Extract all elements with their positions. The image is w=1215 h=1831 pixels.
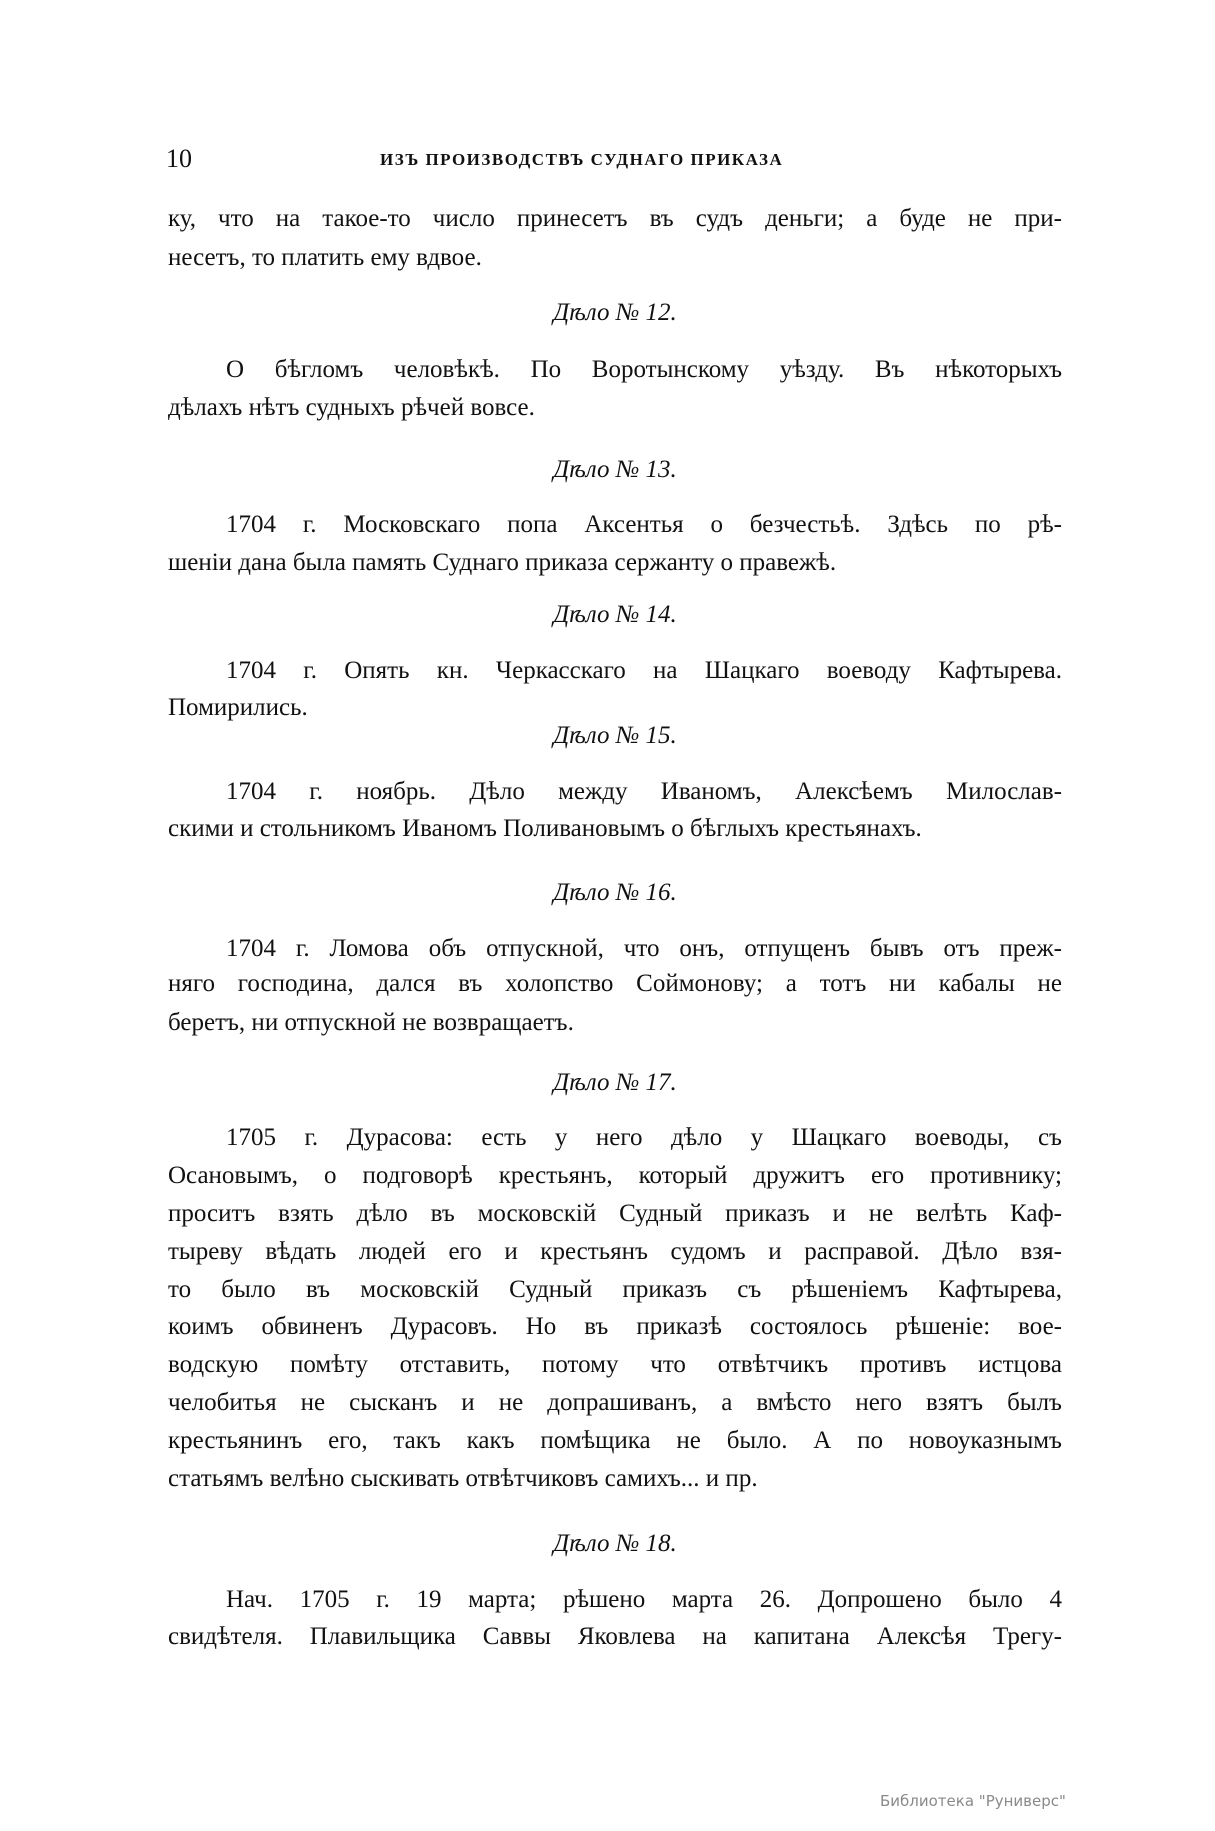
- case-heading: Дѣло № 12.: [553, 299, 677, 326]
- library-watermark: Библиотека "Руниверс": [880, 1792, 1066, 1810]
- case-heading: Дѣло № 17.: [553, 1069, 677, 1096]
- running-title: ИЗЪ ПРОИЗВОДСТВЪ СУДНАГО ПРИКАЗА: [380, 150, 784, 169]
- text-line: шеніи дана была память Суднаго приказа сержанту о правежѣ.: [168, 549, 837, 576]
- text-line: Осановымъ, о подговорѣ крестьянъ, который дружитъ его противнику;: [168, 1162, 1062, 1189]
- text-line: водскую помѣту отставить, потому что отвѣтчикъ противъ истцова: [168, 1351, 1062, 1378]
- text-line: свидѣтеля. Плавильщика Саввы Яковлева на капитана Алексѣя Трегу-: [168, 1623, 1062, 1650]
- case-heading: Дѣло № 14.: [553, 601, 677, 628]
- text-line: несетъ, то платить ему вдвое.: [168, 244, 482, 271]
- case-heading: Дѣло № 16.: [553, 879, 677, 906]
- text-line: Нач. 1705 г. 19 марта; рѣшено марта 26. Допрошено было 4: [226, 1586, 1062, 1613]
- text-line: няго господина, дался въ холопство Соймонову; а тотъ ни кабалы не: [168, 970, 1062, 997]
- text-line: тыреву вѣдать людей его и крестьянъ судомъ и расправой. Дѣло взя-: [168, 1238, 1062, 1265]
- text-line: скими и стольникомъ Иваномъ Поливановымъ о бѣглыхъ крестьянахъ.: [168, 815, 922, 842]
- text-line: то было въ московскій Судный приказъ съ рѣшеніемъ Кафтырева,: [168, 1276, 1062, 1303]
- text-line: Помирились.: [168, 694, 308, 721]
- text-line: беретъ, ни отпускной не возвращаетъ.: [168, 1009, 574, 1036]
- text-line: проситъ взять дѣло въ московскій Судный приказъ и не велѣть Каф-: [168, 1200, 1062, 1227]
- text-line: статьямъ велѣно сыскивать отвѣтчиковъ самихъ... и пр.: [168, 1465, 758, 1492]
- case-heading: Дѣло № 15.: [553, 722, 677, 749]
- text-line: 1705 г. Дурасова: есть у него дѣло у Шацкаго воеводы, съ: [226, 1124, 1062, 1151]
- text-line: 1704 г. Московскаго попа Аксентья о безчестьѣ. Здѣсь по рѣ-: [226, 511, 1062, 538]
- text-line: коимъ обвиненъ Дурасовъ. Но въ приказѣ состоялось рѣшеніе: вое-: [168, 1313, 1062, 1340]
- text-line: О бѣгломъ человѣкѣ. По Воротынскому уѣзду. Въ нѣкоторыхъ: [226, 356, 1062, 383]
- case-heading: Дѣло № 18.: [553, 1530, 677, 1557]
- text-line: 1704 г. ноябрь. Дѣло между Иваномъ, Алексѣемъ Милослав-: [226, 778, 1062, 805]
- case-heading: Дѣло № 13.: [553, 456, 677, 483]
- text-line: 1704 г. Ломова объ отпускной, что онъ, отпущенъ бывъ отъ преж-: [226, 935, 1062, 962]
- text-line: 1704 г. Опять кн. Черкасскаго на Шацкаго воеводу Кафтырева.: [226, 657, 1062, 684]
- text-line: ку, что на такое-то число принесетъ въ судъ деньги; а буде не при-: [168, 205, 1062, 232]
- text-line: крестьянинъ его, такъ какъ помѣщика не было. А по новоуказнымъ: [168, 1427, 1062, 1454]
- text-line: челобитья не сысканъ и не допрашиванъ, а вмѣсто него взятъ былъ: [168, 1389, 1062, 1416]
- page-number: 10: [166, 144, 192, 173]
- text-line: дѣлахъ нѣтъ судныхъ рѣчей вовсе.: [168, 394, 535, 421]
